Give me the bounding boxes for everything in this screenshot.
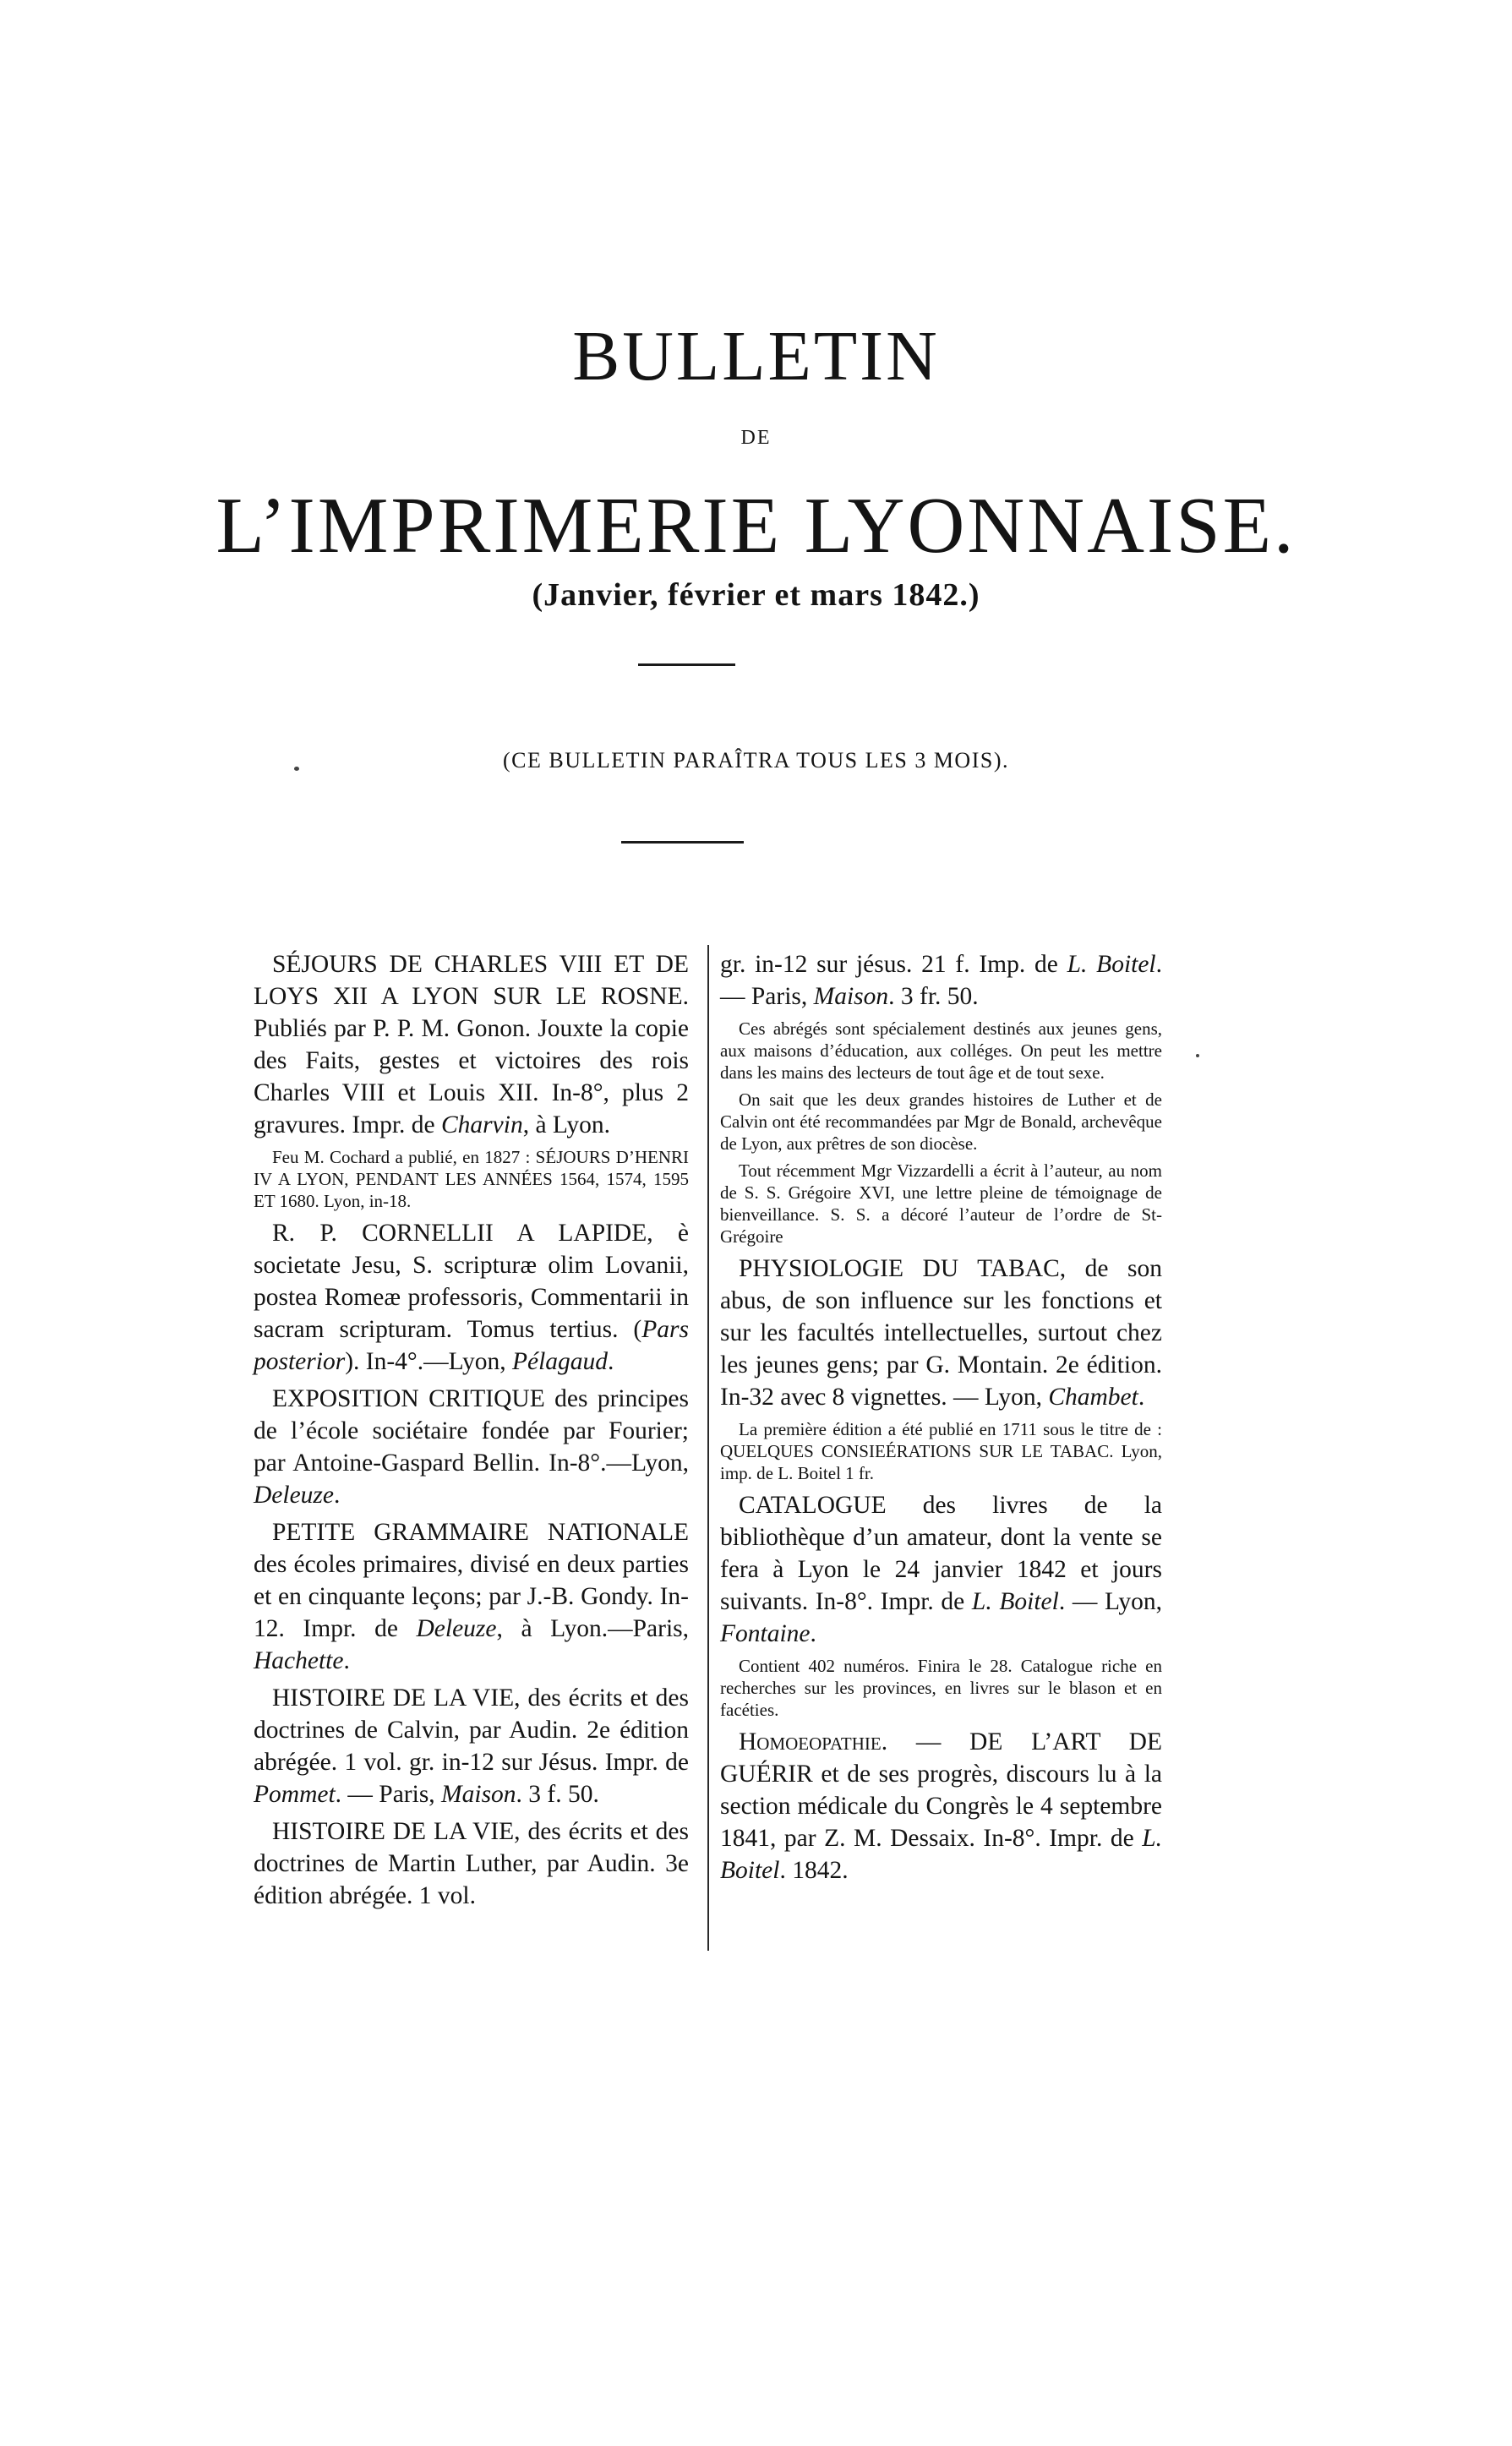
publication-notice: (CE BULLETIN PARAÎTRA TOUS LES 3 MOIS). <box>502 748 1009 773</box>
entry-catalogue: CATALOGUE des livres de la bibliothèque d’un amateur, dont la vente se fera à Lyon le 24 janvier 1842 et jours suivants. In-8°. Impr. de L. Boitel. — Lyon, Fontaine. <box>720 1492 1162 1647</box>
header-rule-top <box>638 663 735 666</box>
entry-exposition: EXPOSITION CRITIQUE des principes de l’école sociétaire fondée par Fourier; par Antoine-Gaspard Bellin. In-8°.—Lyon, Deleuze. <box>254 1385 689 1509</box>
right-column <box>720 948 1162 1892</box>
ink-speck <box>1196 1054 1199 1057</box>
header-rule-bottom <box>621 841 744 844</box>
entry-calvin: HISTOIRE DE LA VIE, des écrits et des doctrines de Calvin, par Audin. 2e édition abrégée. 1 vol. gr. in-12 sur Jésus. Impr. de Pommet. — Paris, Maison. 3 f. 50. <box>254 1684 689 1808</box>
entry-luther-cont: gr. in-12 sur jésus. 21 f. Imp. de L. Boitel. — Paris, Maison. 3 fr. 50. <box>720 951 1163 1010</box>
title-preposition: DE <box>740 427 772 449</box>
entry-sejours: SÉJOURS DE CHARLES VIII ET DE LOYS XII A LYON SUR LE ROSNE. Publiés par P. P. M. Gonon. Jouxte la copie des Faits, gestes et victoires des rois Charles VIII et Louis XII. In-8°, plus 2 gravures. Impr. de Charvin, à Lyon. <box>254 951 689 1138</box>
issue-date: (Janvier, février et mars 1842.) <box>532 577 980 613</box>
left-column <box>254 948 689 1917</box>
entry-cornellii: R. P. CORNELLII A LAPIDE, è societate Jesu, S. scripturæ olim Lovanii, postea Romeæ professoris, Commentarii in sacram scripturam. Tomus tertius. (Pars posterior). In-4°.—Lyon, Pélagaud. <box>254 1220 689 1375</box>
note-cochard: Feu M. Cochard a publié, en 1827 : SÉJOURS D’HENRI IV A LYON, PENDANT LES ANNÉES 1564, 1574, 1595 ET 1680. Lyon, in-18. <box>254 1147 689 1211</box>
entry-luther: HISTOIRE DE LA VIE, des écrits et des doctrines de Martin Luther, par Audin. 3e édition abrégée. 1 vol. <box>254 1818 689 1909</box>
entry-physiologie: PHYSIOLOGIE DU TABAC, de son abus, de son influence sur les fonctions et sur les facultés intellectuelles, surtout chez les jeunes gens; par G. Montain. 2e édition. In-32 avec 8 vignettes. — Lyon, Chambet. <box>720 1255 1162 1411</box>
entry-homoeopathie: Homoeopathie. — DE L’ART DE GUÉRIR et de ses progrès, discours lu à la section médicale du Congrès le 4 septembre 1841, par Z. M. Dessaix. In-8°. Impr. de L. Boitel. 1842. <box>720 1728 1162 1884</box>
entry-grammaire: PETITE GRAMMAIRE NATIONALE des écoles primaires, divisé en deux parties et en cinquante leçons; par J.-B. Gondy. In-12. Impr. de Deleuze, à Lyon.—Paris, Hachette. <box>254 1519 689 1674</box>
column-divider <box>707 945 709 1951</box>
note-contient: Contient 402 numéros. Finira le 28. Catalogue riche en recherches sur les provinces, en livres sur le blason et en facéties. <box>720 1656 1162 1720</box>
note-recommandees: On sait que les deux grandes histoires de Luther et de Calvin ont été recommandées par Mgr de Bonald, archevêque de Lyon, aux prêtres de son diocèse. <box>720 1089 1162 1154</box>
note-vizzardelli: Tout récemment Mgr Vizzardelli a écrit à l’auteur, au nom de S. S. Grégoire XVI, une lettre pleine de témoignage de bienveillance. S. S. a décoré l’auteur de l’ordre de St-Grégoire <box>720 1160 1162 1247</box>
publication-subtitle: L’IMPRIMERIE LYONNAISE. <box>216 482 1296 570</box>
ink-speck <box>294 767 299 771</box>
note-tabac: La première édition a été publié en 1711 sous le titre de : QUELQUES CONSIEÉRATIONS SUR LE TABAC. Lyon, imp. de L. Boitel 1 fr. <box>720 1419 1162 1483</box>
bulletin-title: BULLETIN <box>572 317 940 396</box>
note-abreges: Ces abrégés sont spécialement destinés aux jeunes gens, aux maisons d’éducation, aux colléges. On peut les mettre dans les mains des lecteurs de tout âge et de tout sexe. <box>720 1018 1162 1083</box>
